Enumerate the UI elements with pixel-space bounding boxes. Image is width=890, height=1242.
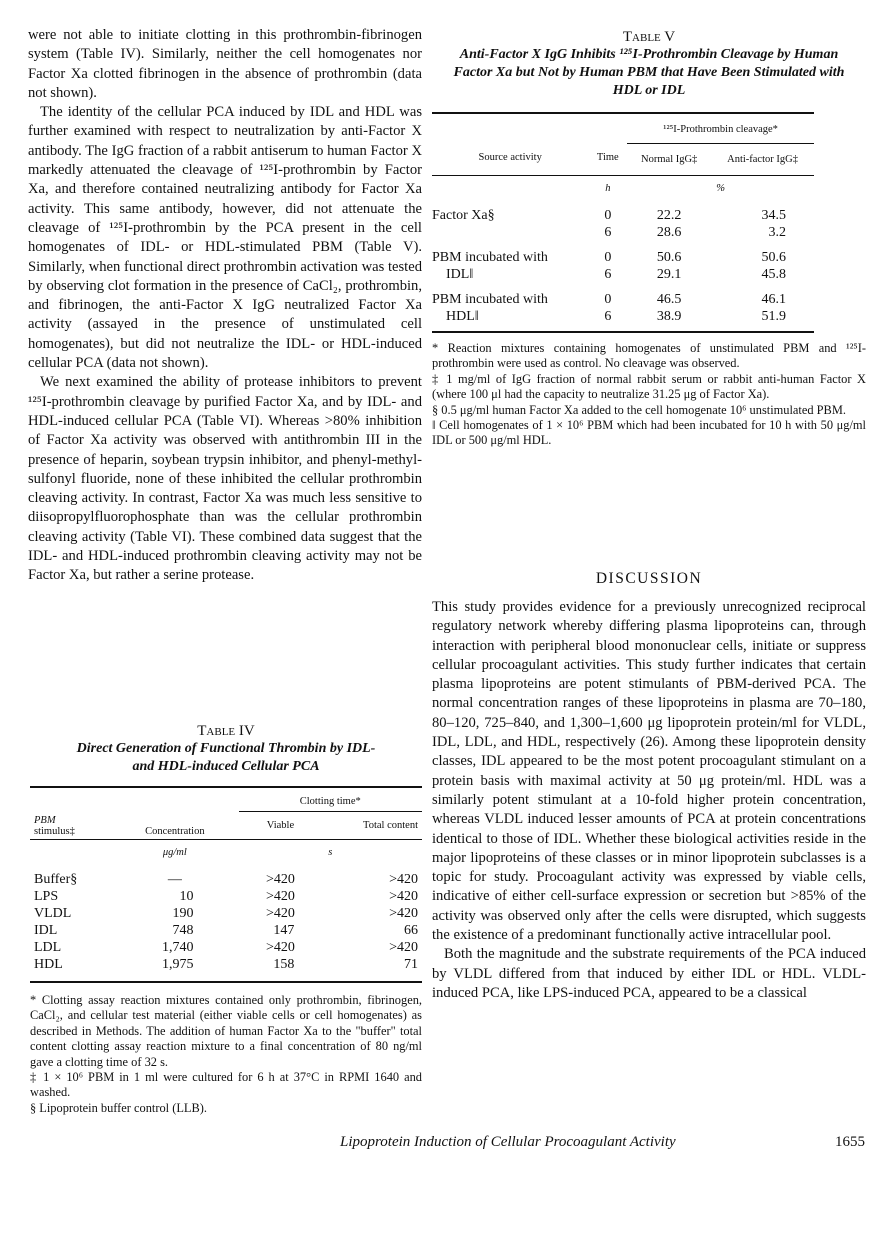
header-cell: Normal IgG‡: [641, 154, 698, 165]
footnote: § Lipoprotein buffer control (LLB).: [30, 1100, 207, 1115]
paragraph: We next examined the ability of protease inhibitors to prevent ¹²⁵I-prothrombin cleavage by purified Factor Xa, and by IDL- and HDL-induced cellular PCA (Table VI). Whereas >80% inhibition of Factor Xa activity was observed with antithrombin III in the presence of heparin, soybean trypsin inhibitor, and phenyl-methyl-sulfonyl fluoride, none of these inhibited the cellular prothrombin cleaving activity. In contrast, Factor Xa was much less sensitive to diisopropylfluorophosphate than was the cellular prothrombin cleaving activity (Table VI). These combined data suggest that the IDL- and HDL-induced prothrombin cleaving activity may not be Factor Xa, but rather a serine protease.: [28, 374, 422, 584]
table-row: HDL 1,975 158 71: [30, 956, 422, 982]
paragraph: The identity of the cellular PCA induced by IDL and HDL was further examined with respect to neutralization by anti-Factor X antibody. The IgG fraction of a rabbit antiserum to human Factor X markedly attenuated the cleavage of ¹²⁵I-prothrombin by Factor Xa, and therefore contained neutralizing antibody for Factor Xa activity. This same antibody, however, did not attenuate the cleavage of ¹²⁵I-prothrombin by the PCA present in the cell homogenates of IDL- or HDL-stimulated PBM (Table V). Similarly, when functional direct prothrombin activation was tested by observing clot formation in the presence of CaCl₂, prothrombin, and fibrinogen, the anti-Factor X IgG neutralized Factor Xa activity (assayed in the presence of unstimulated cell homogenates), but did not neutralize the IDL- or HDL-induced cellular PCA (data not shown).: [28, 104, 422, 372]
page-footer: [340, 1134, 865, 1151]
header-cell: Total content: [363, 820, 418, 831]
page-number: 1655: [835, 1134, 865, 1150]
table-footnotes: [432, 341, 866, 449]
table-row: IDL 748 147 66: [34, 923, 418, 938]
table-footnotes: [30, 993, 422, 1116]
header-group: ¹²⁵I-Prothrombin cleavage*: [627, 113, 814, 144]
table-row: VLDL 190 >420 >420: [34, 906, 418, 921]
header-cell: Concentration: [111, 787, 238, 840]
data-table: [432, 112, 814, 333]
table-row: Factor Xa§ 0 22.2 34.5: [432, 208, 786, 223]
footnote: ‡ 1 mg/ml of IgG fraction of normal rabbit serum or rabbit anti-human Factor X (where 100 μl had the capacity to neutralize 31.25 μg of Factor Xa).: [432, 371, 866, 402]
left-body-text: [28, 26, 422, 586]
table-label: Table IV: [197, 723, 255, 739]
header-cell: stimulus‡: [34, 826, 75, 837]
unit-label: μg/ml: [162, 847, 187, 858]
table-caption: Anti-Factor X IgG Inhibits ¹²⁵I-Prothrombin Cleavage by Human Factor Xa but Not by Human PBM that Have Been Stimulated with HDL or IDL: [453, 47, 845, 98]
paragraph: were not able to initiate clotting in this prothrombin-fibrinogen system (Table IV). Similarly, neither the cell homogenates nor Factor Xa clotted fibrinogen in the absence of prothrombin (data not shown).: [28, 27, 422, 101]
section-heading: DISCUSSION: [595, 570, 703, 587]
footnote: § 0.5 μg/ml human Factor Xa added to the cell homogenate 10⁶ unstimulated PBM.: [432, 402, 846, 417]
footnote: * Clotting assay reaction mixtures contained only prothrombin, fibrinogen, CaCl₂, and cellular test material (either viable cells or cell homogenates) as described in Methods. The addition of human Factor Xa to the "buffer" total content clotting assay reaction mixture to a final concentration of 80 ng/ml gave a clotting time of 32 s.: [30, 993, 422, 1069]
unit-label: %: [716, 183, 725, 194]
table-row: Buffer§ — >420 >420: [34, 872, 418, 887]
paragraph: Both the magnitude and the substrate requirements of the PCA induced by VLDL differed from that induced by either IDL or HDL. VLDL-induced PCA, like LPS-induced PCA, appeared to be a classical: [432, 946, 866, 1001]
unit-label: s: [328, 847, 333, 858]
table-row: LPS 10 >420 >420: [34, 889, 418, 904]
table-row: PBM incubated with 0 46.5 46.1: [432, 292, 786, 307]
header-cell: Viable: [266, 820, 295, 831]
header-group: Clotting time*: [239, 787, 422, 812]
header-cell: Source activity: [432, 113, 588, 176]
discussion-text: [432, 598, 866, 1003]
table-row: LDL 1,740 >420 >420: [34, 940, 418, 955]
table-row: IDL‖ 6 29.1 45.8: [446, 267, 786, 282]
footnote: ‡ 1 × 10⁶ PBM in 1 ml were cultured for 6 h at 37°C in RPMI 1640 and washed.: [30, 1070, 422, 1100]
data-table: [30, 786, 422, 983]
footnote: * Reaction mixtures containing homogenates of unstimulated PBM and ¹²⁵I-prothrombin were used as control. No cleavage was observed.: [432, 341, 866, 371]
running-title: Lipoprotein Induction of Cellular Procoagulant Activity: [340, 1134, 676, 1150]
table-caption: Direct Generation of Functional Thrombin by IDL- and HDL-induced Cellular PCA: [76, 741, 376, 774]
paragraph: This study provides evidence for a previously unrecognized reciprocal regulatory network whereby differing plasma lipoproteins can, through interaction with peripheral blood mononuclear cells, initiate or suppress cellular procoagulant activities. This study further indicates that certain plasma lipoproteins are potent stimulants of PBM-derived PCA. The normal concentration ranges of these lipoproteins in plasma are 70–180, 80–120, 725–840, and 1,300–1,600 μg lipoprotein protein/ml for VLDL, IDL, LDL, and HDL, respectively (26). Among these lipoprotein density classes, IDL appeared to be the most potent procoagulant stimulant on a protein basis with maximal activity at 50 μg protein/ml. HDL was a similarly potent stimulant at a 10-fold higher protein concentration, whereas VLDL induced lesser amounts of PCA at protein concentrations identical to those of IDL. Whether these biological activities reside in the major lipoproteins of these classes or in minor lipoprotein subclasses is a topic for study. Procoagulant activity was expressed by viable cells, indicative of either cell-surface expression or secretion but >85% of the activity was observed only after the cells were disrupted, which suggests the existence of a predominant functionally active intracellular pool.: [432, 599, 866, 944]
table-label: Table V: [622, 29, 676, 45]
table-row: HDL‖ 6 38.9 51.9: [432, 308, 814, 332]
table-row: 6 28.6 3.2: [604, 225, 786, 240]
unit-label: h: [605, 183, 611, 194]
header-cell: PBM: [34, 815, 56, 826]
footnote: ‖ Cell homogenates of 1 × 10⁶ PBM which had been incubated for 10 h with 50 μg/ml IDL or 500 μg/ml HDL.: [432, 418, 866, 448]
table-4: [30, 722, 422, 1116]
table-5: [432, 28, 866, 449]
header-cell: Anti-factor IgG‡: [727, 154, 798, 165]
header-cell: Time: [588, 113, 627, 176]
table-row: PBM incubated with 0 50.6 50.6: [432, 250, 786, 265]
